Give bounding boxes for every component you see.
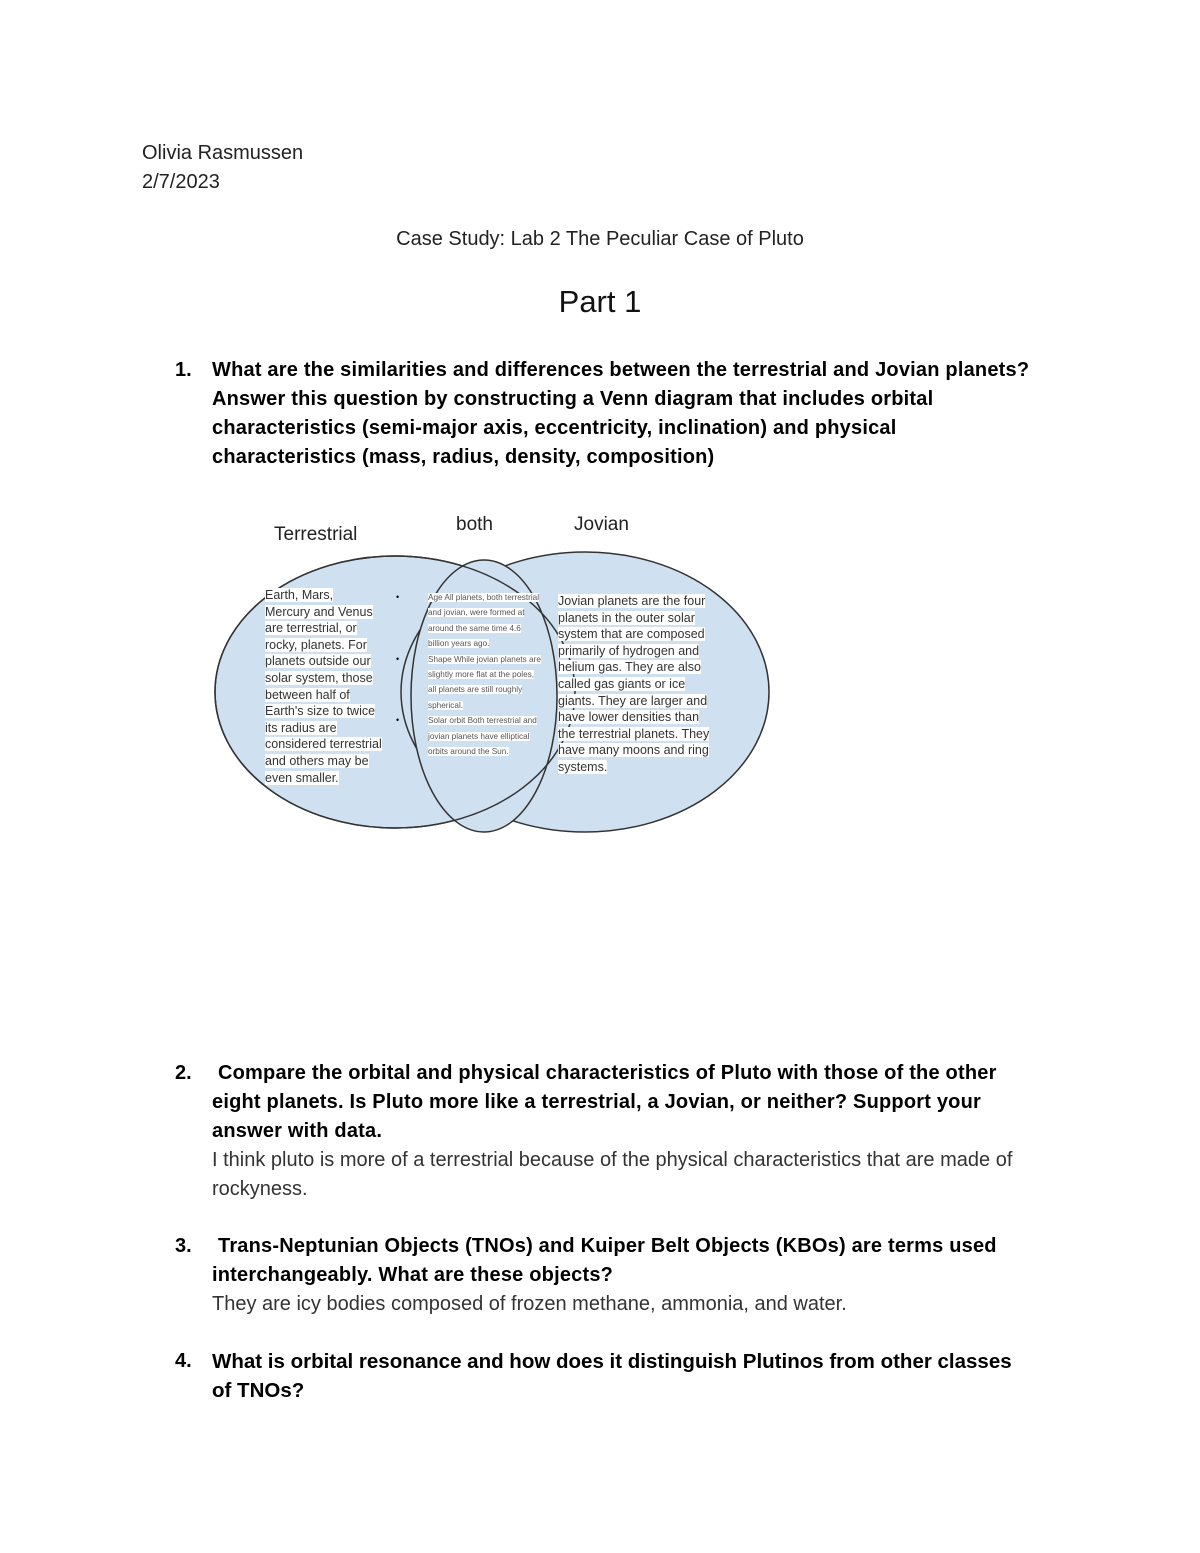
jovian-line: planets in the outer solar — [558, 610, 695, 625]
document-date: 2/7/2023 — [142, 171, 220, 193]
terrestrial-line: solar system, those — [265, 670, 373, 685]
terrestrial-line: even smaller. — [265, 770, 339, 785]
both-line-row — [428, 744, 558, 759]
terrestrial-line: its radius are — [265, 720, 337, 735]
jovian-line-row — [558, 709, 709, 726]
terrestrial-line-row — [265, 720, 382, 737]
venn-diagram — [210, 505, 780, 845]
venn-label-terrestrial: Terrestrial — [274, 524, 358, 545]
bullet-icon: • — [396, 715, 400, 726]
question-3-block — [212, 1232, 1072, 1319]
part-heading: Part 1 — [558, 284, 642, 319]
jovian-line-row — [558, 626, 709, 643]
jovian-line-row — [558, 676, 709, 693]
question-number: 2. — [175, 1062, 192, 1084]
terrestrial-line: between half of — [265, 687, 350, 702]
both-list-item — [396, 590, 558, 652]
bullet-icon: • — [396, 592, 400, 602]
question-1-text: What are the similarities and differences between the terrestrial and Jovian planets? Answer this question by constructing a Venn diagram that includes orbital characteristics (semi-major axis, eccentricity, inclination) and physical characteristics (mass, radius, density, composition) — [212, 359, 1030, 468]
jovian-line: helium gas. They are also — [558, 660, 701, 675]
both-line-row — [428, 729, 558, 744]
both-list-item — [396, 652, 558, 714]
both-line-row — [428, 667, 558, 682]
terrestrial-line: Mercury and Venus — [265, 604, 373, 619]
both-line: Age All planets, both terrestrial — [428, 593, 540, 602]
jovian-line-row — [558, 659, 709, 676]
terrestrial-line-row — [265, 587, 382, 604]
terrestrial-line: rocky, planets. For — [265, 637, 367, 652]
both-line: Solar orbit Both terrestrial and — [428, 716, 537, 726]
both-line-row — [428, 698, 558, 713]
jovian-line-row — [558, 693, 709, 710]
terrestrial-line: are terrestrial, or — [265, 621, 357, 636]
both-line: around the same time 4.6 — [428, 623, 521, 633]
jovian-line: called gas giants or ice — [558, 676, 686, 691]
both-line-row — [428, 636, 558, 651]
terrestrial-line-row — [265, 703, 382, 720]
both-line: jovian planets have elliptical — [428, 731, 530, 741]
jovian-description — [558, 593, 709, 776]
both-list-item — [396, 713, 558, 759]
jovian-line: system that are composed — [558, 627, 705, 642]
question-3-answer: They are icy bodies composed of frozen methane, ammonia, and water. — [212, 1293, 847, 1315]
terrestrial-line: Earth's size to twice — [265, 704, 376, 719]
both-line-row — [428, 713, 558, 728]
terrestrial-line: and others may be — [265, 753, 369, 768]
both-line-row — [428, 590, 558, 605]
both-line: Shape While jovian planets are — [428, 654, 541, 664]
jovian-line: primarily of hydrogen and — [558, 643, 700, 658]
both-line-row — [428, 605, 558, 620]
terrestrial-line-row — [265, 687, 382, 704]
terrestrial-line: planets outside our — [265, 654, 371, 669]
bullet-icon: • — [396, 653, 400, 664]
jovian-line: have lower densities than — [558, 710, 700, 725]
jovian-line: Jovian planets are the four — [558, 594, 706, 608]
document-title: Case Study: Lab 2 The Peculiar Case of Pluto — [396, 228, 804, 250]
question-number: 4. — [175, 1350, 192, 1372]
both-line: slightly more flat at the poles, — [428, 670, 535, 680]
terrestrial-line: Earth, Mars, — [265, 588, 334, 602]
jovian-line: the terrestrial planets. They — [558, 726, 710, 741]
jovian-line-row — [558, 759, 709, 776]
terrestrial-description — [265, 587, 382, 786]
question-number: 1. — [175, 359, 192, 381]
jovian-line-row — [558, 610, 709, 627]
venn-label-jovian: Jovian — [574, 514, 629, 535]
jovian-line: have many moons and ring — [558, 743, 709, 758]
venn-label-both: both — [456, 514, 493, 535]
terrestrial-line-row — [265, 637, 382, 654]
jovian-line-row — [558, 643, 709, 660]
both-description — [396, 590, 558, 759]
jovian-line: systems. — [558, 759, 608, 774]
both-line: all planets are still roughly — [428, 685, 523, 695]
question-2-text: Compare the orbital and physical characteristics of Pluto with those of the other eight planets. Is Pluto more like a terrestrial, a Jovian, or neither? Support your answer with data. — [212, 1062, 997, 1142]
question-2-block — [212, 1059, 1072, 1204]
question-3-text: Trans-Neptunian Objects (TNOs) and Kuiper Belt Objects (KBOs) are terms used interchangeably. What are these objects? — [212, 1235, 997, 1286]
terrestrial-line-row — [265, 753, 382, 770]
terrestrial-line-row — [265, 736, 382, 753]
both-line: and jovian, were formed at — [428, 608, 525, 618]
both-line-row — [428, 682, 558, 697]
jovian-line-row — [558, 726, 709, 743]
terrestrial-line-row — [265, 653, 382, 670]
question-number: 3. — [175, 1235, 192, 1257]
both-line: billion years ago. — [428, 639, 490, 649]
terrestrial-line-row — [265, 620, 382, 637]
terrestrial-line-row — [265, 670, 382, 687]
both-line-row — [428, 652, 558, 667]
terrestrial-line-row — [265, 770, 382, 787]
both-line-row — [428, 621, 558, 636]
jovian-line-row — [558, 593, 709, 610]
both-line: orbits around the Sun. — [428, 747, 509, 757]
terrestrial-line: considered terrestrial — [265, 737, 382, 752]
jovian-line-row — [558, 742, 709, 759]
terrestrial-line-row — [265, 604, 382, 621]
question-2-answer: I think pluto is more of a terrestrial because of the physical characteristics that are made of rockyness. — [212, 1149, 1013, 1200]
both-line: spherical. — [428, 700, 464, 710]
author-name: Olivia Rasmussen — [142, 142, 304, 164]
question-4-text: What is orbital resonance and how does it distinguish Plutinos from other classes of TNOs? — [212, 1350, 1012, 1402]
jovian-line: giants. They are larger and — [558, 693, 708, 708]
